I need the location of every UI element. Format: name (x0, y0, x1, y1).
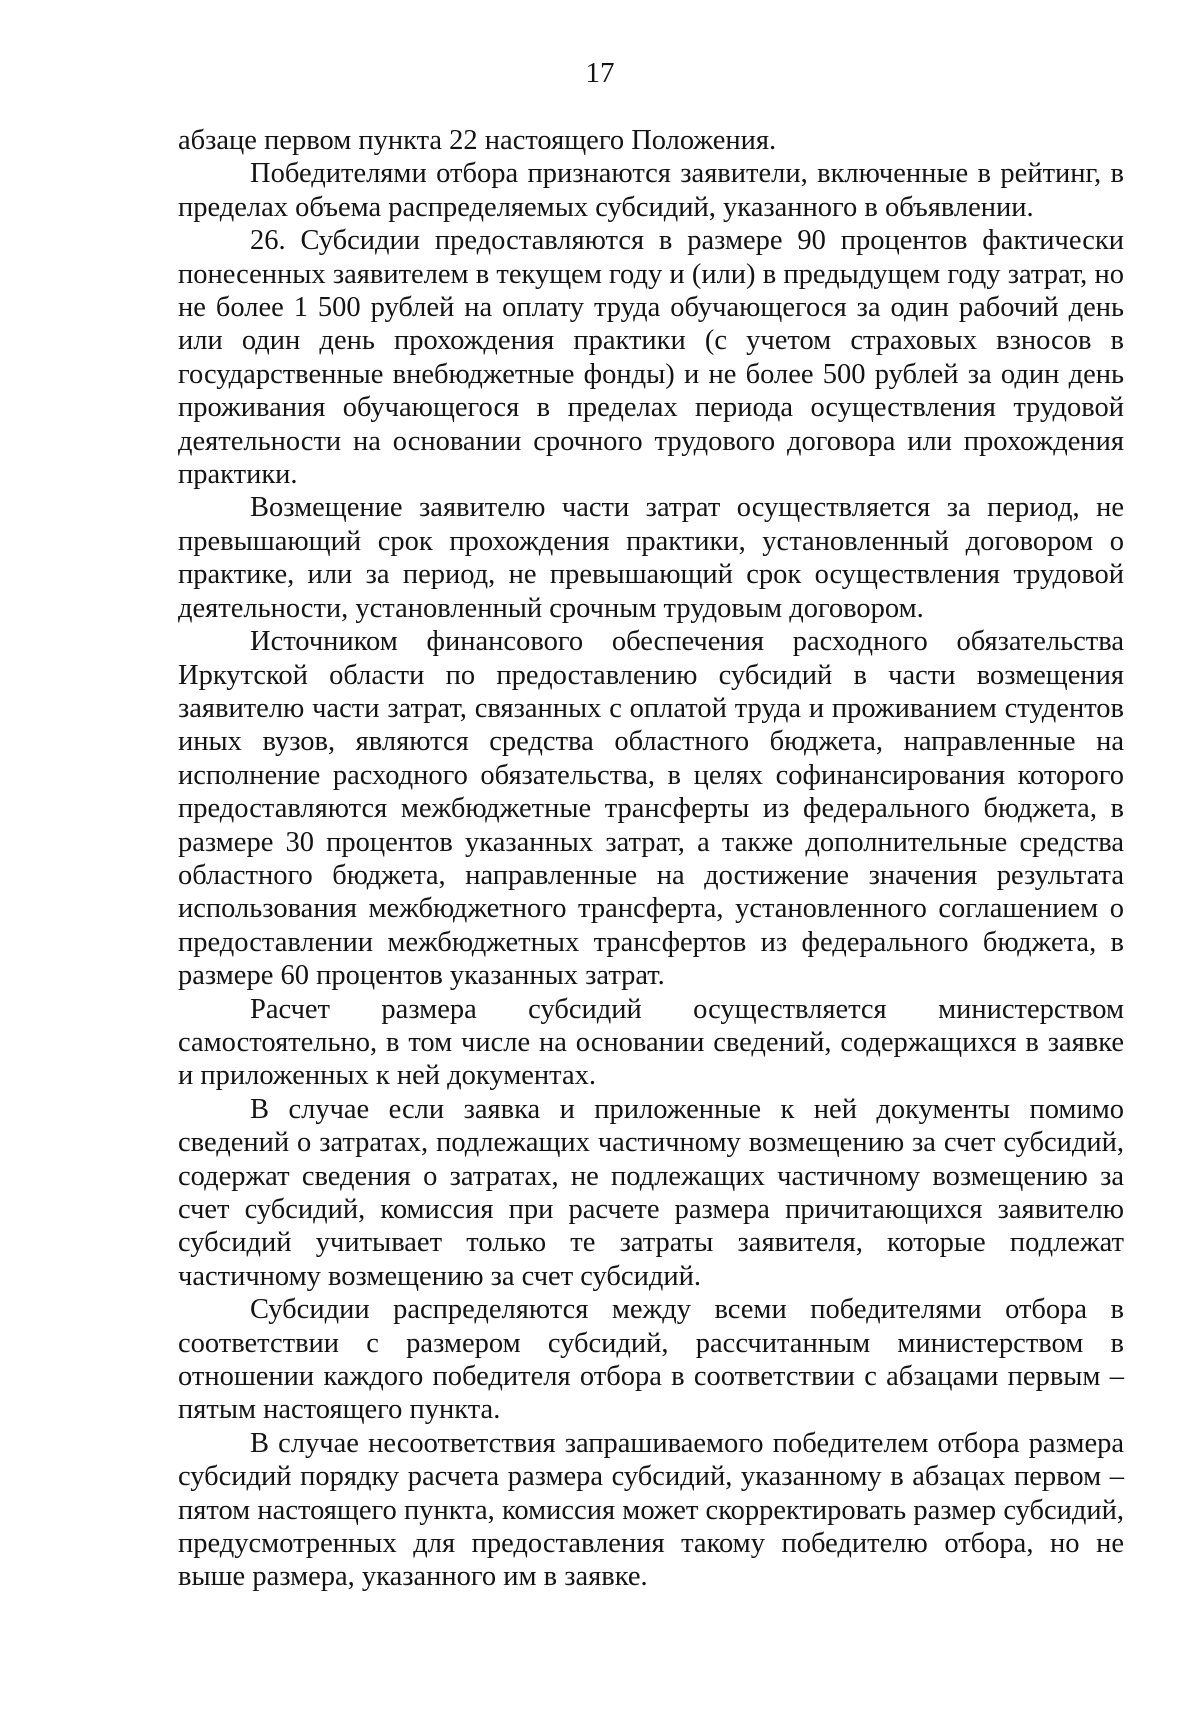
paragraph-eligible-costs: В случае если заявка и приложенные к ней документы помимо сведений о затратах, подлежащих частичному возмещению за счет субсидий, содержат сведения о затратах, не подлежащих частичному возмещению за счет субсидий, комиссия при расчете размера причитающихся заявителю субсидий учитывает только те затраты заявителя, которые подлежат частичному возмещению за счет субсидий. (178, 1093, 1124, 1292)
paragraph-adjustment: В случае несоответствия запрашиваемого победителем отбора размера субсидий порядку расчета размера субсидий, указанному в абзацах первом – пятом настоящего пункта, комиссия может скорректировать размер субсидий, предусмотренных для предоставления такому победителю отбора, но не выше размера, указанного им в заявке. (178, 1427, 1124, 1593)
paragraph-reimbursement-period: Возмещение заявителю части затрат осуществляется за период, не превышающий срок прохождения практики, установленный договором о практике, или за период, не превышающий срок осуществления трудовой деятельности, установленный срочным трудовым договором. (178, 492, 1124, 624)
paragraph-funding-source: Источником финансового обеспечения расходного обязательства Иркутской области по предоставлению субсидий в части возмещения заявителю части затрат, связанных с оплатой труда и проживанием студентов иных вузов, являются средства областного бюджета, направленные на исполнение расходного обязательства, в целях софинансирования которого предоставляются межбюджетные трансферты из федерального бюджета, в размере 30 процентов указанных затрат, а также дополнительные средства областного бюджета, направленные на достижение значения результата использования межбюджетного трансферта, установленного соглашением о предоставлении межбюджетных трансфертов из федерального бюджета, в размере 60 процентов указанных затрат. (178, 626, 1124, 992)
page-number: 17 (585, 57, 615, 89)
paragraph-winners-recognition: Победителями отбора признаются заявители, включенные в рейтинг, в пределах объема распределяемых субсидий, указанного в объявлении. (178, 158, 1124, 223)
document-body (178, 124, 1124, 1594)
paragraph-item-26: 26. Субсидии предоставляются в размере 90 процентов фактически понесенных заявителем в текущем году и (или) в предыдущем году затрат, но не более 1 500 рублей на оплату труда обучающегося за один рабочий день или один день прохождения практики (с учетом страховых взносов в государственные внебюджетные фонды) и не более 500 рублей за один день проживания обучающегося в пределах периода осуществления трудовой деятельности на основании срочного трудового договора или прохождения практики. (178, 225, 1124, 491)
paragraph-continuation: абзаце первом пункта 22 настоящего Положения. (178, 125, 777, 156)
paragraph-distribution: Субсидии распределяются между всеми победителями отбора в соответствии с размером субсидий, рассчитанным министерством в отношении каждого победителя отбора в соответствии с абзацами первым – пятым настоящего пункта. (178, 1294, 1124, 1426)
paragraph-subsidy-calculation: Расчет размера субсидий осуществляется министерством самостоятельно, в том числе на основании сведений, содержащихся в заявке и приложенных к ней документах. (178, 993, 1124, 1092)
